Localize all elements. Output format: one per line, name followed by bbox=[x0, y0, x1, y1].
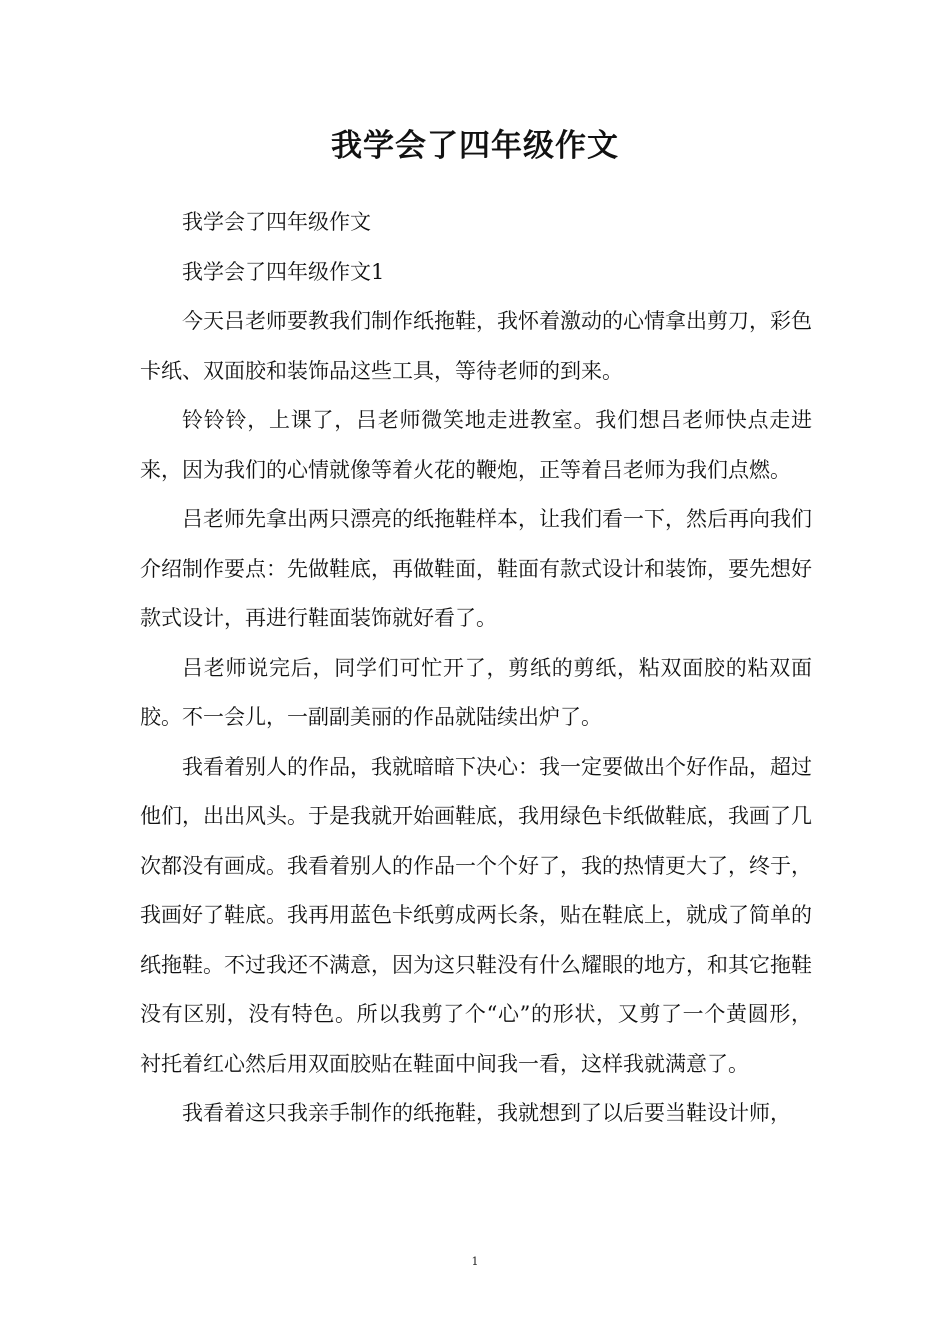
paragraph: 吕老师先拿出两只漂亮的纸拖鞋样本，让我们看一下，然后再向我们介绍制作要点：先做鞋底，再做鞋面，鞋面有款式设计和装饰，要先想好款式设计，再进行鞋面装饰就好看了。 bbox=[140, 507, 812, 630]
paragraph: 我学会了四年级作文1 bbox=[182, 259, 385, 284]
page-number: 1 bbox=[471, 1255, 479, 1268]
document-body bbox=[140, 198, 812, 1139]
paragraph: 我看着别人的作品，我就暗暗下决心：我一定要做出个好作品，超过他们，出出风头。于是我就开始画鞋底，我用绿色卡纸做鞋底，我画了几次都没有画成。我看着别人的作品一个个好了，我的热情更大了，终于，我画好了鞋底。我再用蓝色卡纸剪成两长条，贴在鞋底上，就成了简单的纸拖鞋。不过我还不满意，因为这只鞋没有什么耀眼的地方，和其它拖鞋没有区别，没有特色。所以我剪了个“心”的形状，又剪了一个黄圆形，衬托着红心然后用双面胶贴在鞋面中间我一看，这样我就满意了。 bbox=[140, 754, 812, 1076]
paragraph: 铃铃铃，上课了，吕老师微笑地走进教室。我们想吕老师快点走进来，因为我们的心情就像等着火花的鞭炮，正等着吕老师为我们点燃。 bbox=[140, 408, 812, 482]
paragraph: 吕老师说完后，同学们可忙开了，剪纸的剪纸，粘双面胶的粘双面胶。不一会儿，一副副美丽的作品就陆续出炉了。 bbox=[140, 655, 812, 729]
paragraph: 今天吕老师要教我们制作纸拖鞋，我怀着激动的心情拿出剪刀，彩色卡纸、双面胶和装饰品这些工具，等待老师的到来。 bbox=[140, 309, 812, 383]
paragraph: 我看着这只我亲手制作的纸拖鞋，我就想到了以后要当鞋设计师， bbox=[182, 1101, 791, 1125]
document-title: 我学会了四年级作文 bbox=[331, 128, 619, 164]
paragraph: 我学会了四年级作文 bbox=[182, 210, 371, 234]
